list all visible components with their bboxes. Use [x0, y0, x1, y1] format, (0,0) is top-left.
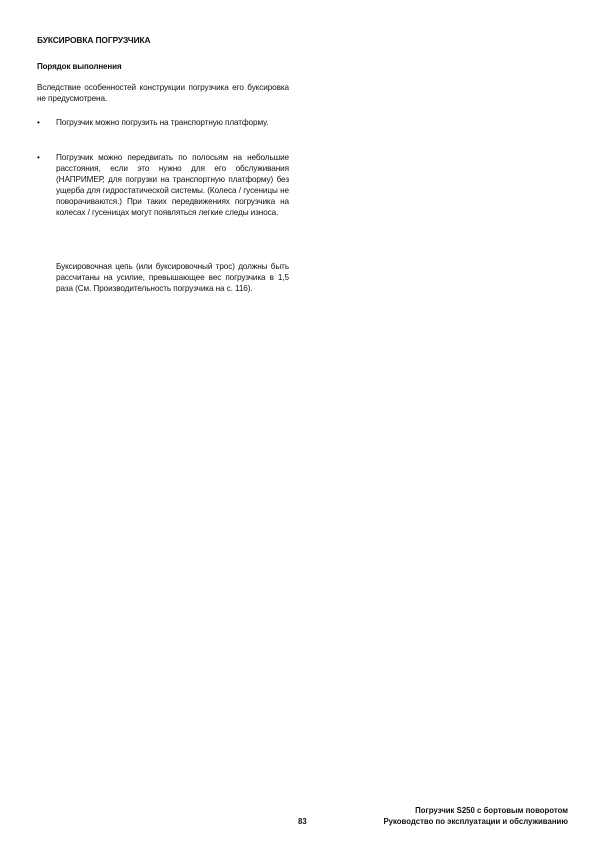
- footer-subtitle: Руководство по эксплуатации и обслуживанию: [383, 817, 568, 826]
- bullet-marker: •: [37, 153, 40, 162]
- procedure-subheading: Порядок выполнения: [37, 62, 122, 71]
- intro-paragraph: Вследствие особенностей конструкции погрузчика его буксировка не предусмотрена.: [37, 83, 289, 103]
- section-heading: БУКСИРОВКА ПОГРУЗЧИКА: [37, 35, 151, 45]
- bullet-marker: •: [37, 118, 40, 127]
- page-number: 83: [298, 817, 307, 826]
- bullet-text-platform: Погрузчик можно погрузить на транспортную платформу.: [56, 118, 269, 127]
- bullet-text-moving: Погрузчик можно передвигать по полосьям на небольшие расстояния, если это нужно для его обслуживания (НАПРИМЕР, для погрузки на транспортную платформу) без ущерба для гидростатической системы. (Колеса / гусеницы не поворачиваются.) При таких передвижениях погрузчика на колесах / гусеницах могут появляться легкие следы износа.: [56, 153, 289, 217]
- footer-title: Погрузчик S250 с бортовым поворотом: [415, 806, 568, 815]
- towing-chain-note: Буксировочная цепь (или буксировочный трос) должны быть рассчитаны на усилие, превышающее вес погрузчика в 1,5 раза (См. Производительность погрузчика на с. 116).: [56, 262, 289, 293]
